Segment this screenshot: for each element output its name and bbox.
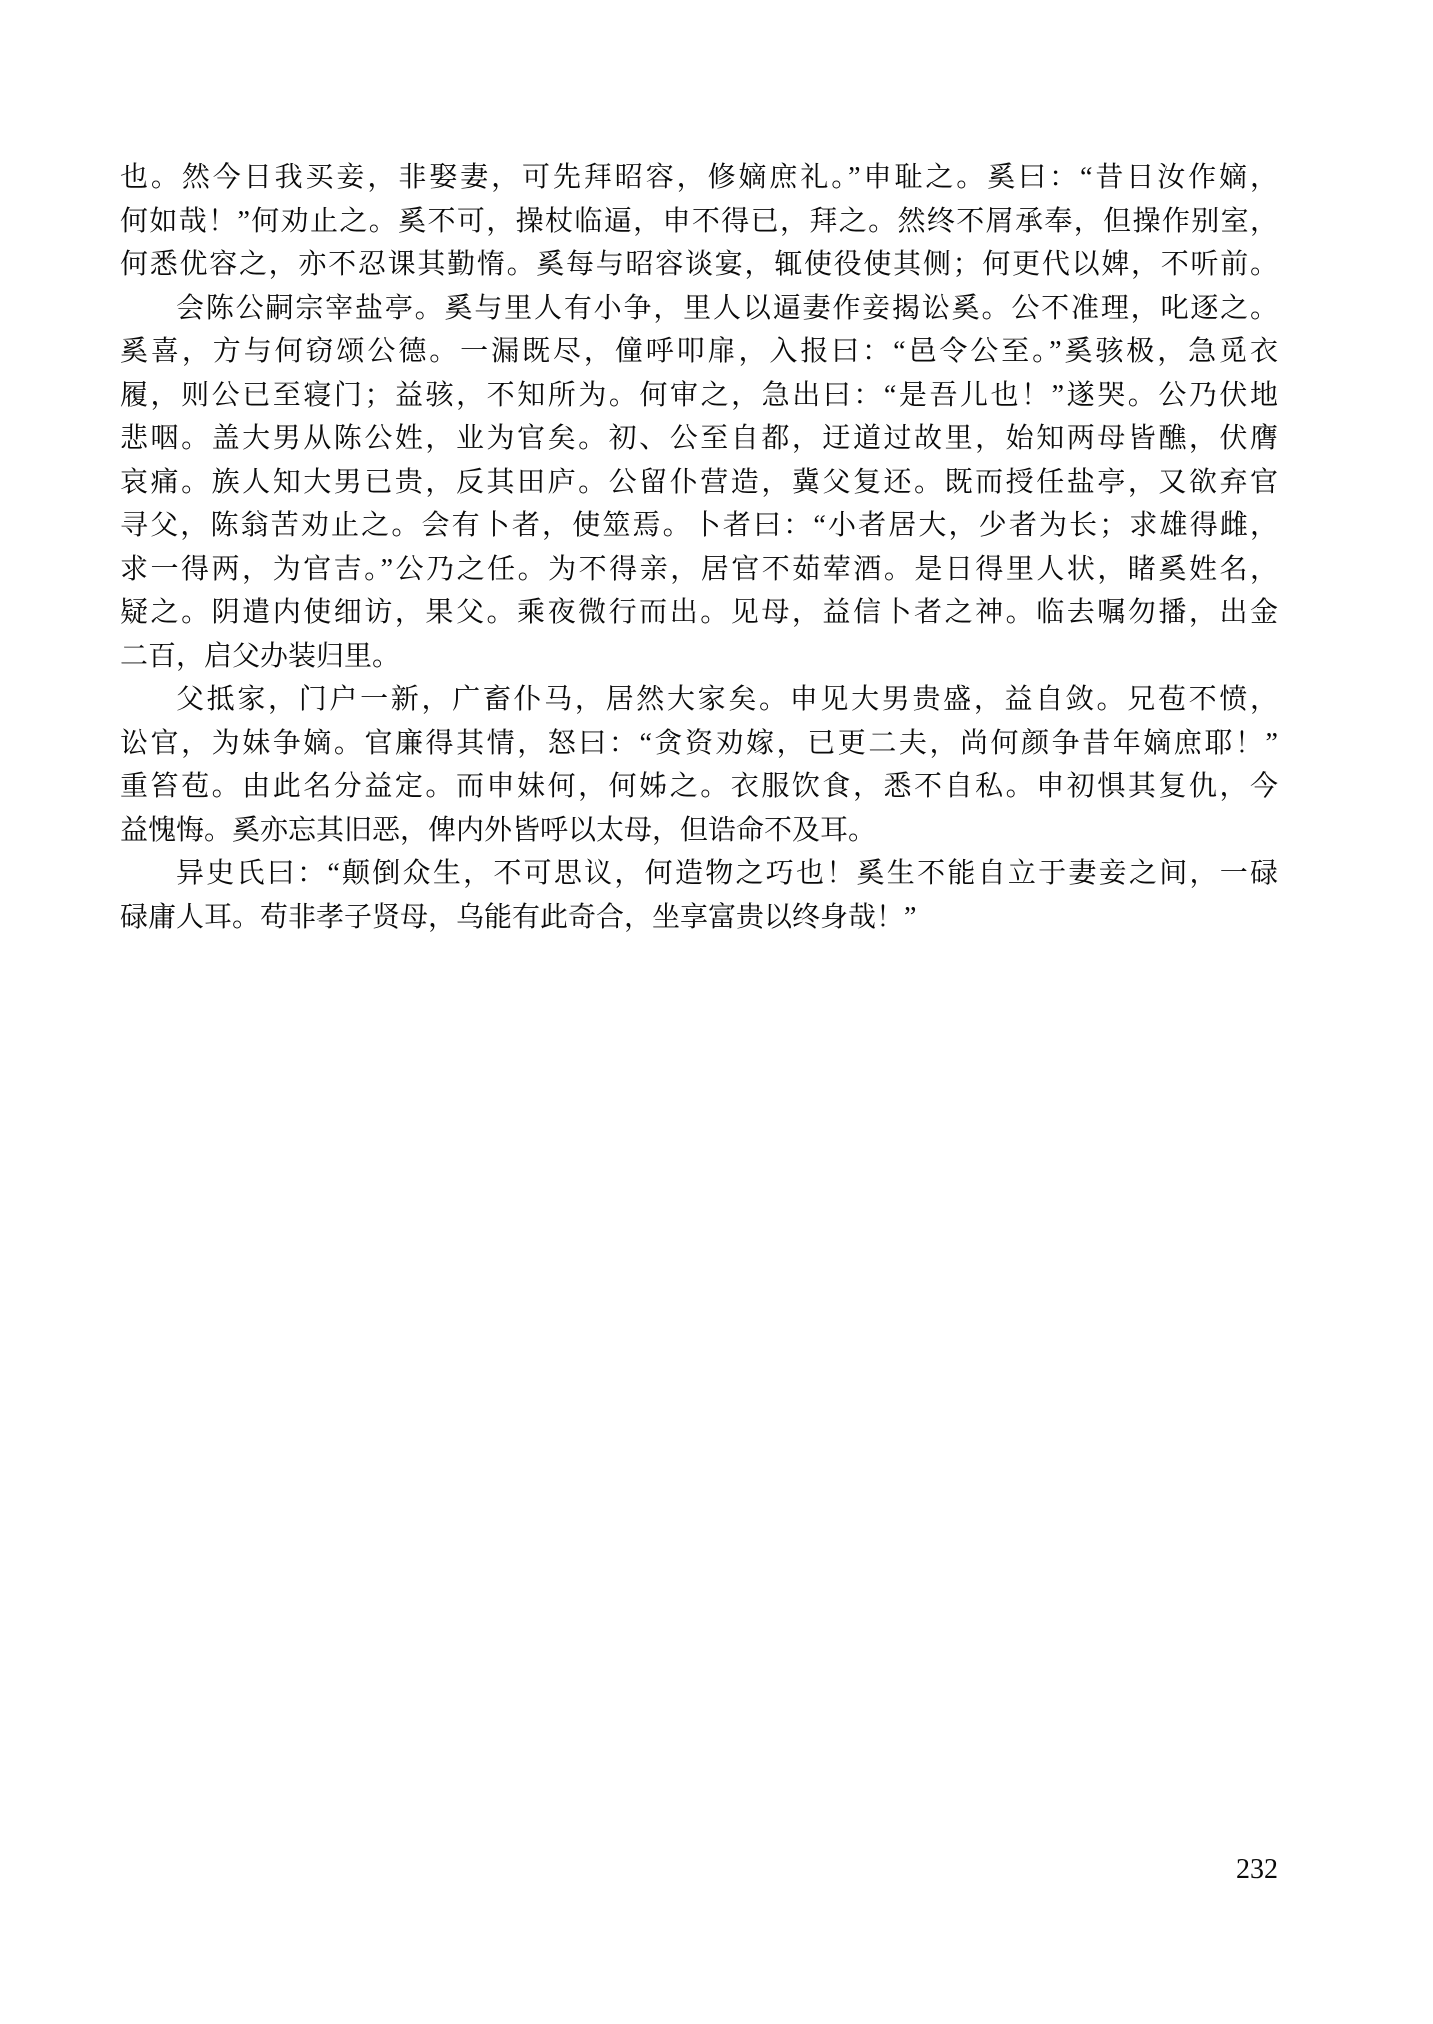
- text-line: 求一得两，为官吉。”公乃之任。为不得亲，居官不茹荤酒。是日得里人状，睹奚姓名，: [120, 553, 1278, 585]
- text-line: 寻父，陈翁苦劝止之。会有卜者，使筮焉。卜者曰：“小者居大，少者为长；求雄得雌，: [120, 510, 1278, 541]
- text-line: 会陈公嗣宗宰盐亭。奚与里人有小争，里人以逼妻作妾揭讼奚。公不准理，叱逐之。: [176, 292, 1278, 324]
- paragraph: [120, 156, 1278, 287]
- text-line: 何如哉！”何劝止之。奚不可，操杖临逼，申不得已，拜之。然终不屑承奉，但操作别室，: [120, 205, 1278, 237]
- paragraph: [120, 678, 1278, 852]
- text-line: 也。然今日我买妾，非娶妻，可先拜昭容，修嫡庶礼。”申耻之。奚曰：“昔日汝作嫡，: [120, 162, 1278, 193]
- text-line: 悲咽。盖大男从陈公姓，业为官矣。初、公至自都，迂道过故里，始知两母皆醮，伏膺: [120, 423, 1278, 454]
- text-line: 碌庸人耳。苟非孝子贤母，乌能有此奇合，坐享富贵以终身哉！”: [120, 901, 917, 933]
- text-line: 履，则公已至寝门；益骇，不知所为。何审之，急出曰：“是吾儿也！”遂哭。公乃伏地: [120, 379, 1278, 411]
- text-line: 何悉优容之，亦不忍课其勤惰。奚每与昭容谈宴，辄使役使其侧；何更代以婢，不听前。: [120, 249, 1278, 280]
- text-line: 异史氏曰：“颠倒众生，不可思议，何造物之巧也！奚生不能自立于妻妾之间，一碌: [176, 858, 1278, 889]
- paragraph: [120, 287, 1278, 679]
- text-line: 讼官，为妹争嫡。官廉得其情，怒曰：“贪资劝嫁，已更二夫，尚何颜争昔年嫡庶耶！”: [120, 727, 1278, 759]
- text-line: 益愧悔。奚亦忘其旧恶，俾内外皆呼以太母，但诰命不及耳。: [120, 814, 877, 846]
- paragraph: [120, 852, 1278, 939]
- text-line: 哀痛。族人知大男已贵，反其田庐。公留仆营造，冀父复还。既而授任盐亭，又欲弃官: [120, 466, 1278, 498]
- page-number: 232: [1236, 1854, 1278, 1885]
- text-line: 二百，启父办装归里。: [120, 640, 401, 672]
- text-line: 重笞苞。由此名分益定。而申妹何，何姊之。衣服饮食，悉不自私。申初惧其复仇，今: [120, 771, 1278, 802]
- text-line: 父抵家，门户一新，广畜仆马，居然大家矣。申见大男贵盛，益自敛。兄苞不愤，: [176, 684, 1278, 715]
- text-line: 疑之。阴遣内使细访，果父。乘夜微行而出。见母，益信卜者之神。临去嘱勿播，出金: [120, 597, 1278, 628]
- text-line: 奚喜，方与何窃颂公德。一漏既尽，僮呼叩扉，入报曰：“邑令公至。”奚骇极，急觅衣: [120, 336, 1278, 367]
- body-text: [120, 156, 1278, 939]
